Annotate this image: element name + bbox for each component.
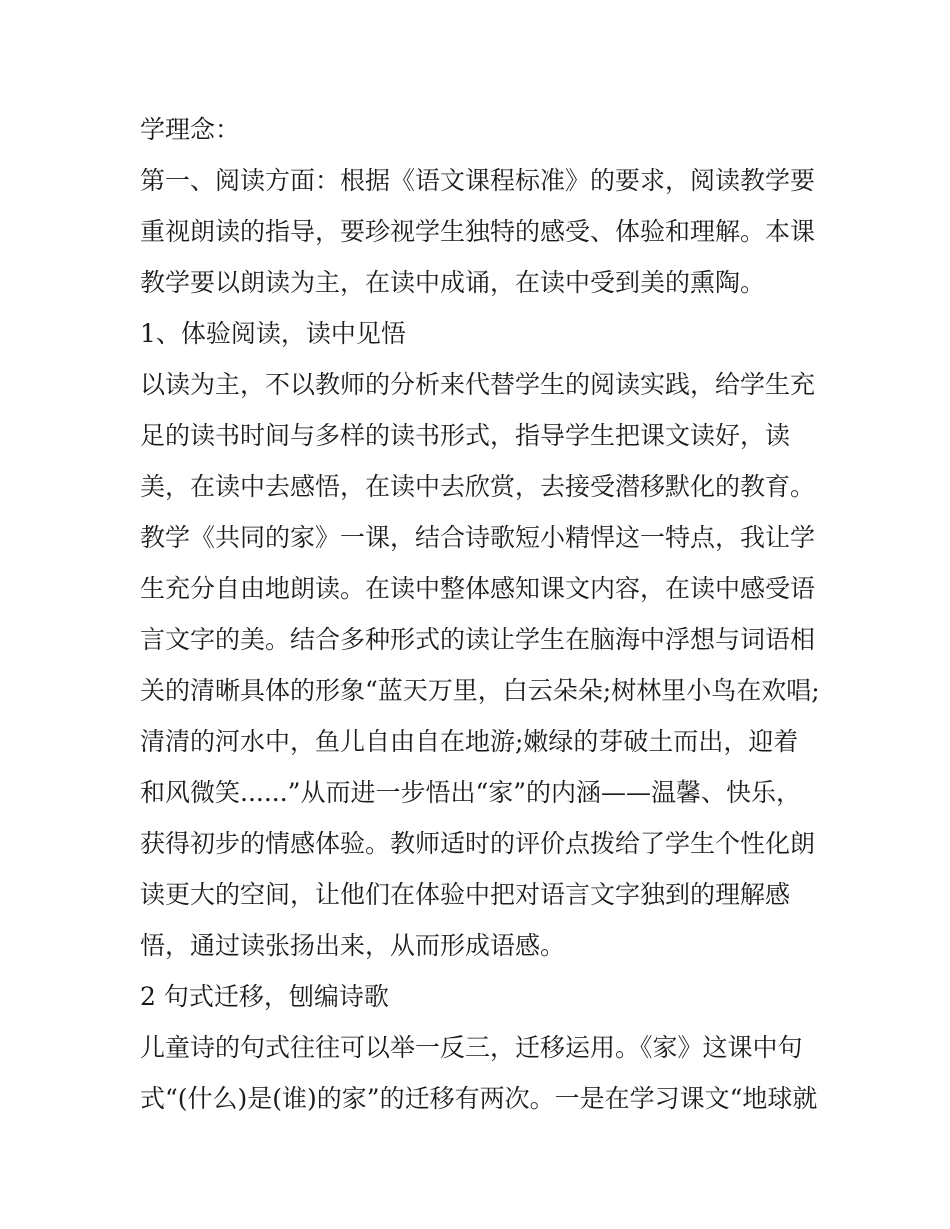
text-line: 读更大的空间，让他们在体验中把对语言文字独到的理解感 — [140, 880, 791, 909]
text-line: 学理念： — [140, 115, 241, 144]
text-line: 关的清晰具体的形象“蓝天万里，白云朵朵;树林里小鸟在欢唱; — [140, 676, 820, 705]
text-line: 重视朗读的指导，要珍视学生独特的感受、体验和理解。本课 — [140, 217, 816, 246]
text-line: 言文字的美。结合多种形式的读让学生在脑海中浮想与词语相 — [140, 625, 816, 654]
text-line: 和风微笑......”从而进一步悟出“家”的内涵——温馨、快乐， — [140, 778, 802, 807]
text-line: 第一、阅读方面：根据《语文课程标准》的要求，阅读教学要 — [140, 166, 816, 195]
section-heading: 2 句式迁移，刨编诗歌 — [140, 982, 389, 1011]
text-line: 式“(什么)是(谁)的家”的迁移有两次。一是在学习课文“地球就 — [140, 1084, 818, 1113]
section-heading: 1、体验阅读，读中见悟 — [140, 319, 406, 348]
text-line: 获得初步的情感体验。教师适时的评价点拨给了学生个性化朗 — [140, 829, 816, 858]
text-line: 生充分自由地朗读。在读中整体感知课文内容，在读中感受语 — [140, 574, 816, 603]
text-line: 以读为主，不以教师的分析来代替学生的阅读实践，给学生充 — [140, 370, 816, 399]
text-line: 清清的河水中，鱼儿自由自在地游;嫩绿的芽破土而出，迎着 — [140, 727, 799, 756]
text-line: 美，在读中去感悟，在读中去欣赏，去接受潜移默化的教育。 — [140, 472, 816, 501]
text-line: 教学《共同的家》一课，结合诗歌短小精悍这一特点，我让学 — [140, 523, 816, 552]
text-line: 教学要以朗读为主，在读中成诵，在读中受到美的熏陶。 — [140, 268, 766, 297]
text-line: 悟，通过读张扬出来，从而形成语感。 — [140, 931, 566, 960]
text-line: 足的读书时间与多样的读书形式，指导学生把课文读好，读 — [140, 421, 791, 450]
text-line: 儿童诗的句式往往可以举一反三，迁移运用。《家》这课中句 — [140, 1033, 803, 1062]
